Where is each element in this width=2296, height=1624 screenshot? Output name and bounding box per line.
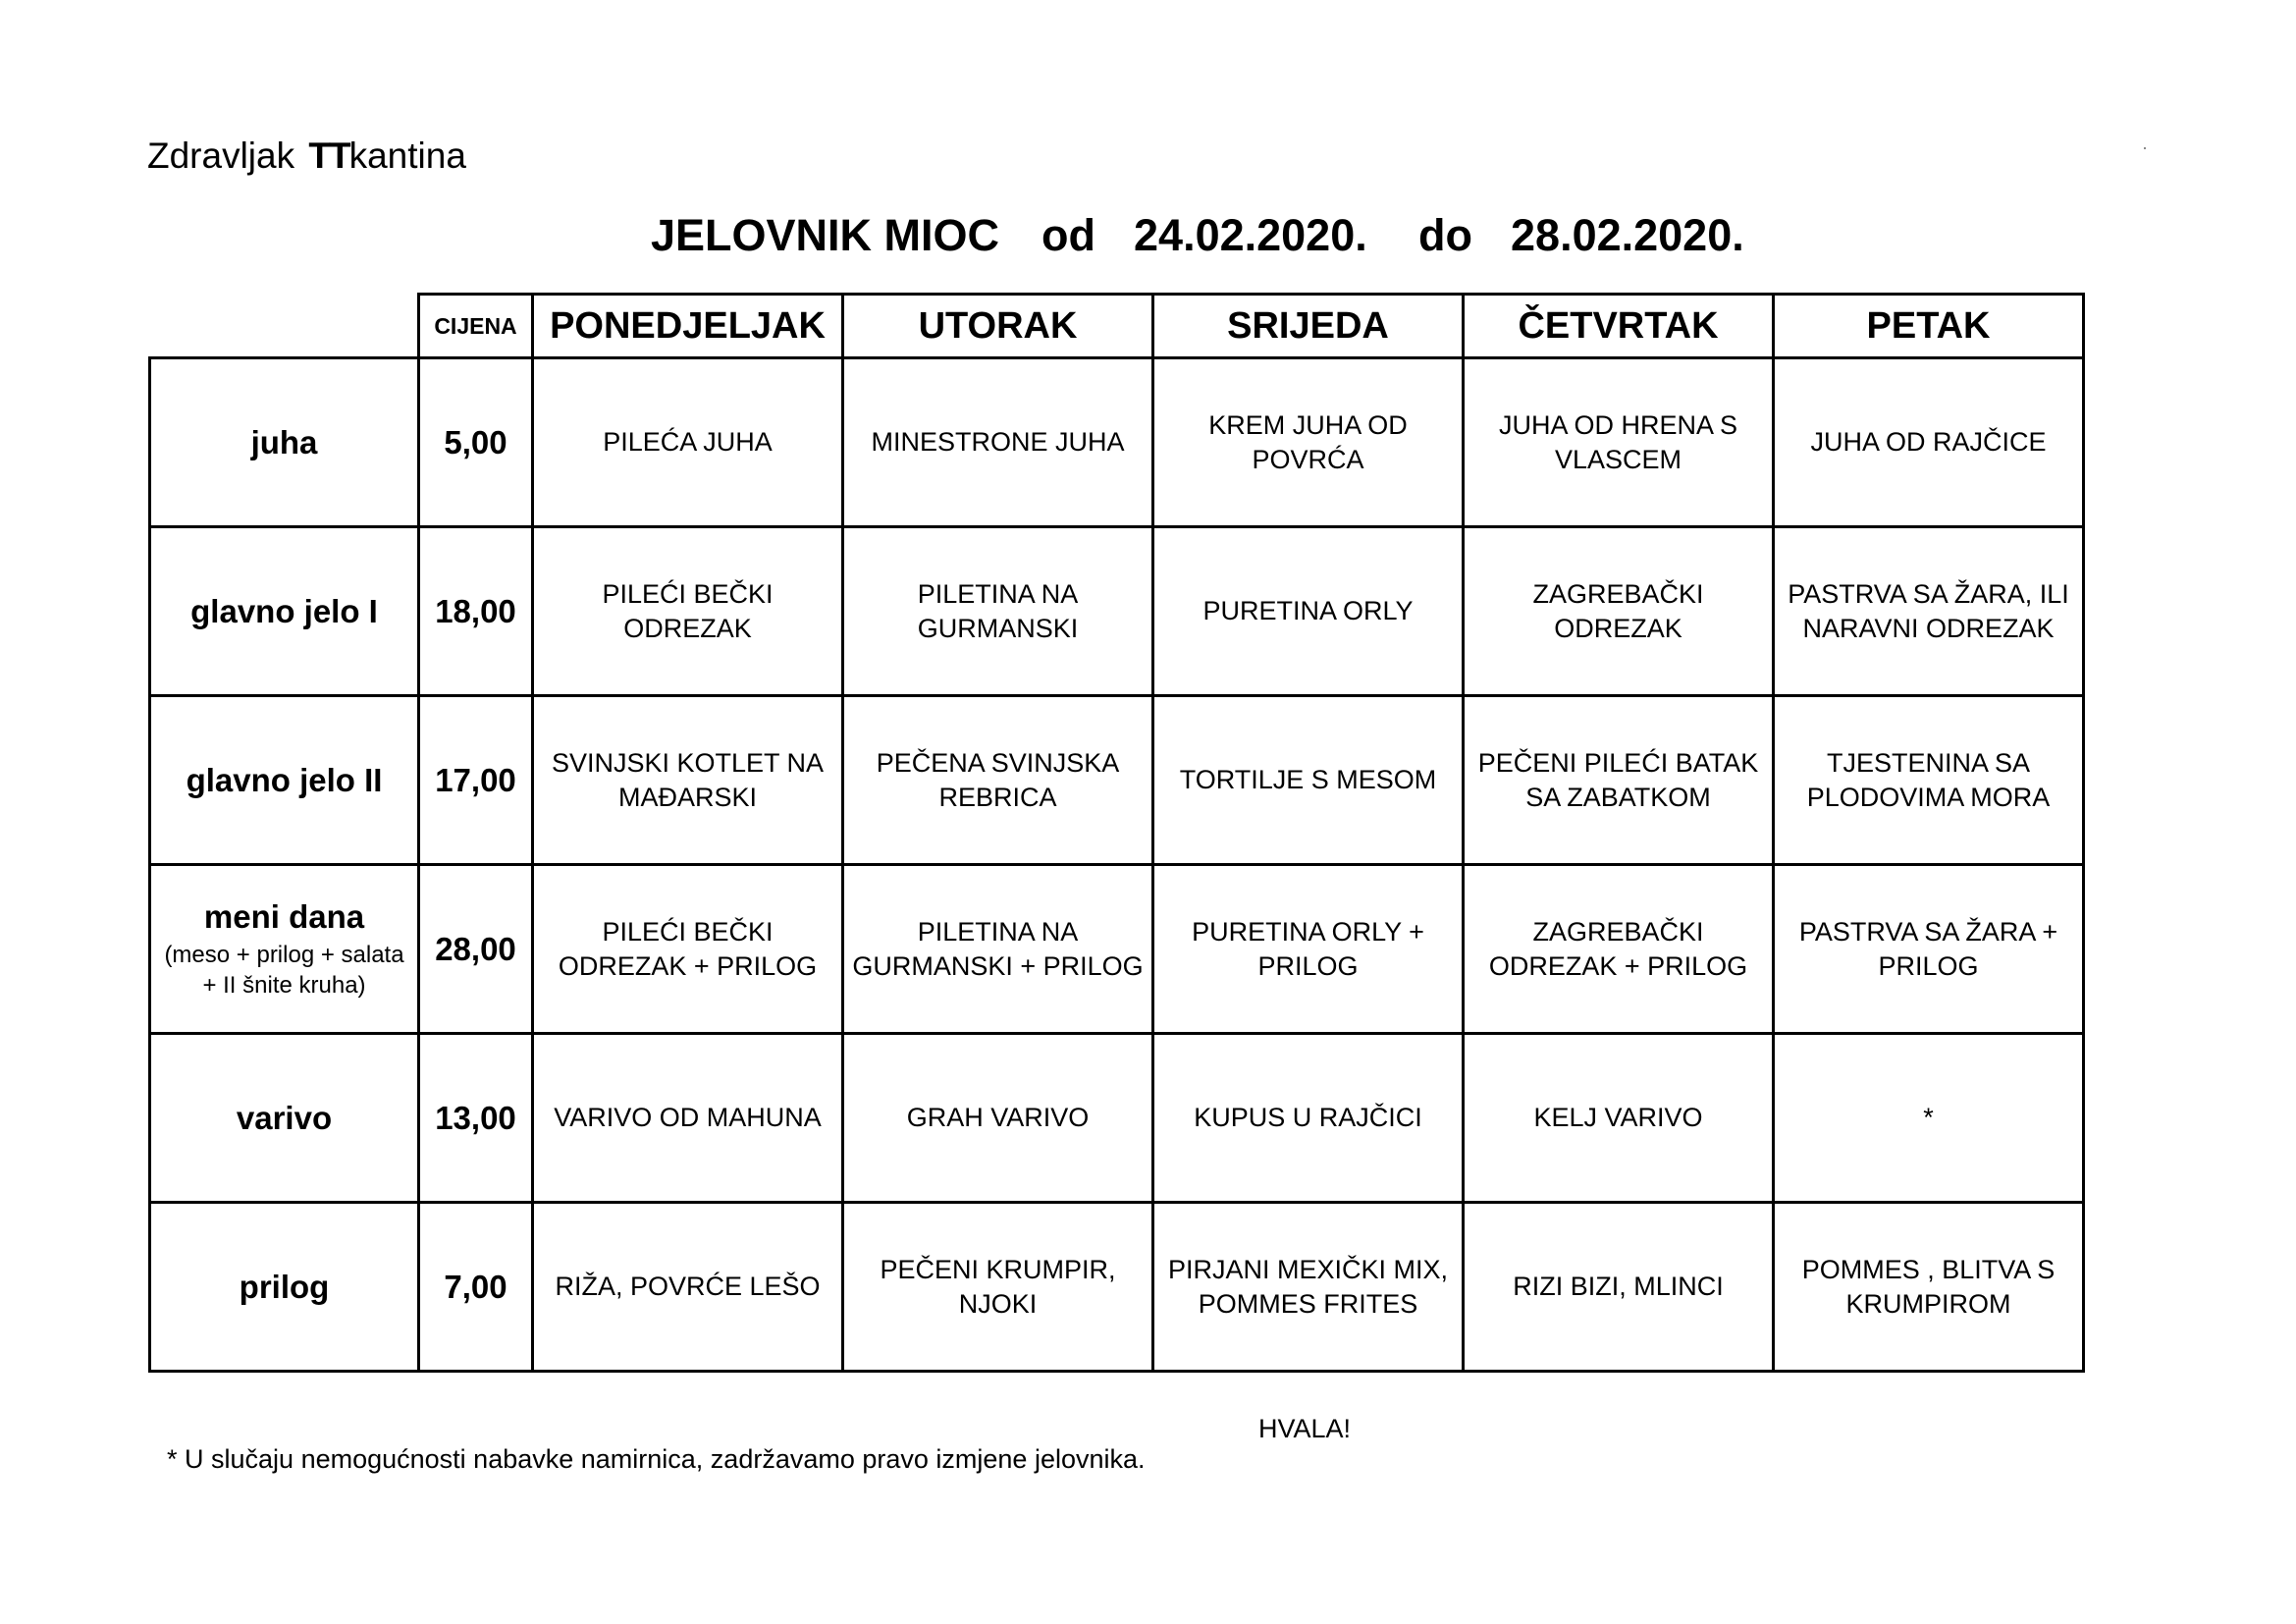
row-label (150, 1203, 419, 1372)
dish-cell: PIRJANI MEXIČKI MIX, POMMES FRITES (1153, 1203, 1464, 1372)
row-price: 18,00 (419, 527, 533, 696)
dish-cell: PILEĆI BEČKI ODREZAK + PRILOG (533, 865, 843, 1034)
dish-cell: PEČENI KRUMPIR, NJOKI (843, 1203, 1153, 1372)
dish-cell: PASTRVA SA ŽARA, ILI NARAVNI ODREZAK (1774, 527, 2084, 696)
scan-speck (2144, 147, 2146, 149)
row-label-text: varivo (236, 1099, 333, 1136)
dish-cell: PILEĆI BEČKI ODREZAK (533, 527, 843, 696)
dish-cell: TORTILJE S MESOM (1153, 696, 1464, 865)
brand-name (147, 135, 466, 177)
dish-cell: JUHA OD HRENA S VLASCEM (1464, 358, 1774, 527)
row-price: 17,00 (419, 696, 533, 865)
table-row-glavno-jelo-2 (150, 696, 2084, 865)
row-price: 28,00 (419, 865, 533, 1034)
dish-cell: JUHA OD RAJČICE (1774, 358, 2084, 527)
title-od: od (1041, 210, 1095, 260)
table-row-juha (150, 358, 2084, 527)
row-label (150, 1034, 419, 1203)
row-label-note: (meso + prilog + salata + II šnite kruha) (164, 941, 404, 999)
footnote (152, 1414, 1352, 1505)
day-header-wednesday: SRIJEDA (1153, 295, 1464, 358)
title-do: do (1418, 210, 1472, 260)
dish-cell: PURETINA ORLY + PRILOG (1153, 865, 1464, 1034)
row-price: 7,00 (419, 1203, 533, 1372)
day-header-thursday: ČETVRTAK (1464, 295, 1774, 358)
table-row-prilog (150, 1203, 2084, 1372)
day-header-tuesday: UTORAK (843, 295, 1153, 358)
date-from: 24.02.2020. (1134, 210, 1367, 260)
day-header-friday: PETAK (1774, 295, 2084, 358)
dish-cell: RIŽA, POVRĆE LEŠO (533, 1203, 843, 1372)
dish-cell: PEČENI PILEĆI BATAK SA ZABATKOM (1464, 696, 1774, 865)
date-to: 28.02.2020. (1511, 210, 1744, 260)
table-row-meni-dana (150, 865, 2084, 1034)
dish-cell: PURETINA ORLY (1153, 527, 1464, 696)
dish-cell: ZAGREBAČKI ODREZAK + PRILOG (1464, 865, 1774, 1034)
dish-cell: PEČENA SVINJSKA REBRICA (843, 696, 1153, 865)
dish-cell: PILETINA NA GURMANSKI (843, 527, 1153, 696)
corner-cell (150, 295, 419, 358)
dish-cell: * (1774, 1034, 2084, 1203)
row-label (150, 527, 419, 696)
dish-cell: GRAH VARIVO (843, 1034, 1153, 1203)
day-header-monday: PONEDJELJAK (533, 295, 843, 358)
weekly-menu-table (148, 293, 2085, 1373)
dish-cell: KUPUS U RAJČICI (1153, 1034, 1464, 1203)
brand-prefix: Zdravljak (147, 135, 305, 176)
row-label-text: glavno jelo I (190, 592, 378, 629)
row-price: 13,00 (419, 1034, 533, 1203)
footnote-text: * U slučaju nemogućnosti nabavke namirnica, zadržavamo pravo izmjene jelovnika. (167, 1444, 1146, 1474)
row-label-text: juha (250, 423, 318, 460)
row-label (150, 696, 419, 865)
dish-cell: SVINJSKI KOTLET NA MAĐARSKI (533, 696, 843, 865)
brand-suffix: kantina (348, 135, 466, 176)
dish-cell: RIZI BIZI, MLINCI (1464, 1203, 1774, 1372)
dish-cell: MINESTRONE JUHA (843, 358, 1153, 527)
dish-cell: POMMES , BLITVA S KRUMPIROM (1774, 1203, 2084, 1372)
dish-cell: TJESTENINA SA PLODOVIMA MORA (1774, 696, 2084, 865)
dish-cell: ZAGREBAČKI ODREZAK (1464, 527, 1774, 696)
thanks-text: HVALA! (1258, 1414, 1352, 1443)
dish-cell: KREM JUHA OD POVRĆA (1153, 358, 1464, 527)
row-price: 5,00 (419, 358, 533, 527)
table-row-glavno-jelo-1 (150, 527, 2084, 696)
table-row-varivo (150, 1034, 2084, 1203)
title-main: JELOVNIK MIOC (651, 210, 1000, 260)
brand-logo: TT (308, 135, 349, 176)
row-label-text: meni dana (203, 897, 365, 935)
row-label (150, 358, 419, 527)
dish-cell: VARIVO OD MAHUNA (533, 1034, 843, 1203)
dish-cell: PILEĆA JUHA (533, 358, 843, 527)
dish-cell: PASTRVA SA ŽARA + PRILOG (1774, 865, 2084, 1034)
header-row (150, 295, 2084, 358)
row-label-text: prilog (239, 1268, 330, 1305)
dish-cell: KELJ VARIVO (1464, 1034, 1774, 1203)
menu-title (626, 159, 1744, 261)
dish-cell: PILETINA NA GURMANSKI + PRILOG (843, 865, 1153, 1034)
price-header: CIJENA (419, 295, 533, 358)
row-label-text: glavno jelo II (186, 761, 383, 798)
row-label (150, 865, 419, 1034)
